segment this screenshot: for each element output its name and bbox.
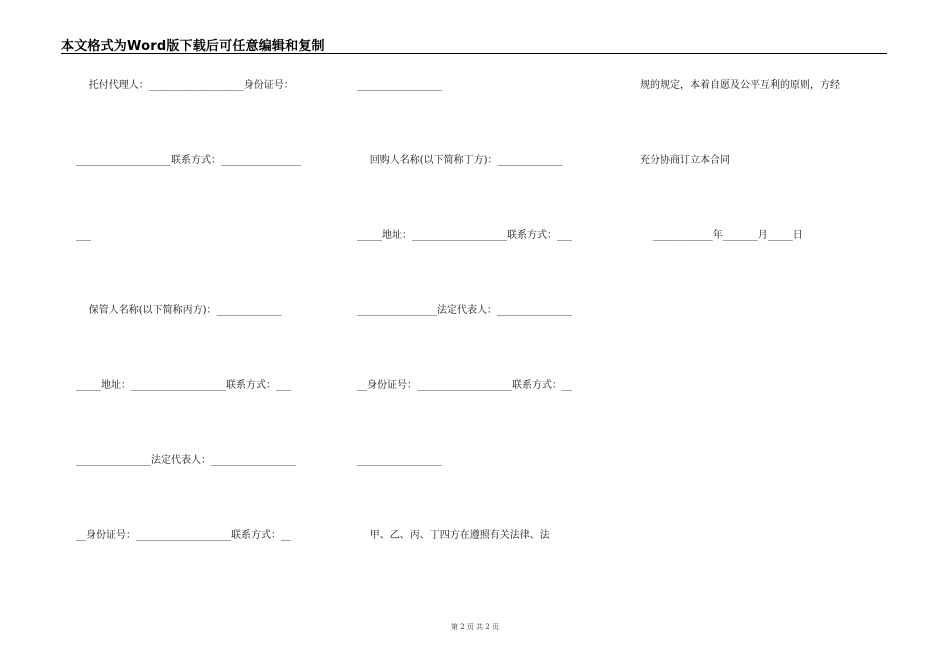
col1-line-4: 保管人名称(以下简称丙方)：_____________: [76, 305, 282, 316]
col2-line-7: 甲、乙、丙、丁四方在遵照有关法律、法: [357, 530, 550, 541]
col1-line-5: _____地址：___________________联系方式：___: [76, 380, 291, 391]
col1-line-3: ___: [76, 230, 91, 241]
col2-line-2: 回购人名称(以下简称丁方)：_____________: [357, 155, 563, 166]
col2-line-6: _________________: [357, 455, 442, 466]
col2-line-5: __身份证号：___________________联系方式：__: [357, 380, 572, 391]
col2-line-4: ________________法定代表人：_______________: [357, 305, 572, 316]
col3-line-3: ____________年_______月_____日: [640, 230, 803, 241]
col1-line-6: _______________法定代表人：_________________: [76, 455, 296, 466]
col3-line-1: 规的规定，本着自愿及公平互利的原则，方经: [640, 80, 840, 91]
col3-line-2: 充分协商订立本合同: [640, 155, 730, 166]
page-number: 第 2 页 共 2 页: [450, 623, 500, 631]
col2-line-1: _________________: [357, 80, 442, 91]
col2-line-3: _____地址：___________________联系方式：___: [357, 230, 572, 241]
col1-line-7: __身份证号：___________________联系方式：__: [76, 530, 291, 541]
col1-line-2: ___________________联系方式：________________: [76, 155, 301, 166]
col1-line-1: 托付代理人：___________________身份证号：: [76, 80, 294, 91]
page-header: [61, 35, 887, 54]
header-title: 本文格式为Word版下载后可任意编辑和复制: [61, 39, 325, 54]
